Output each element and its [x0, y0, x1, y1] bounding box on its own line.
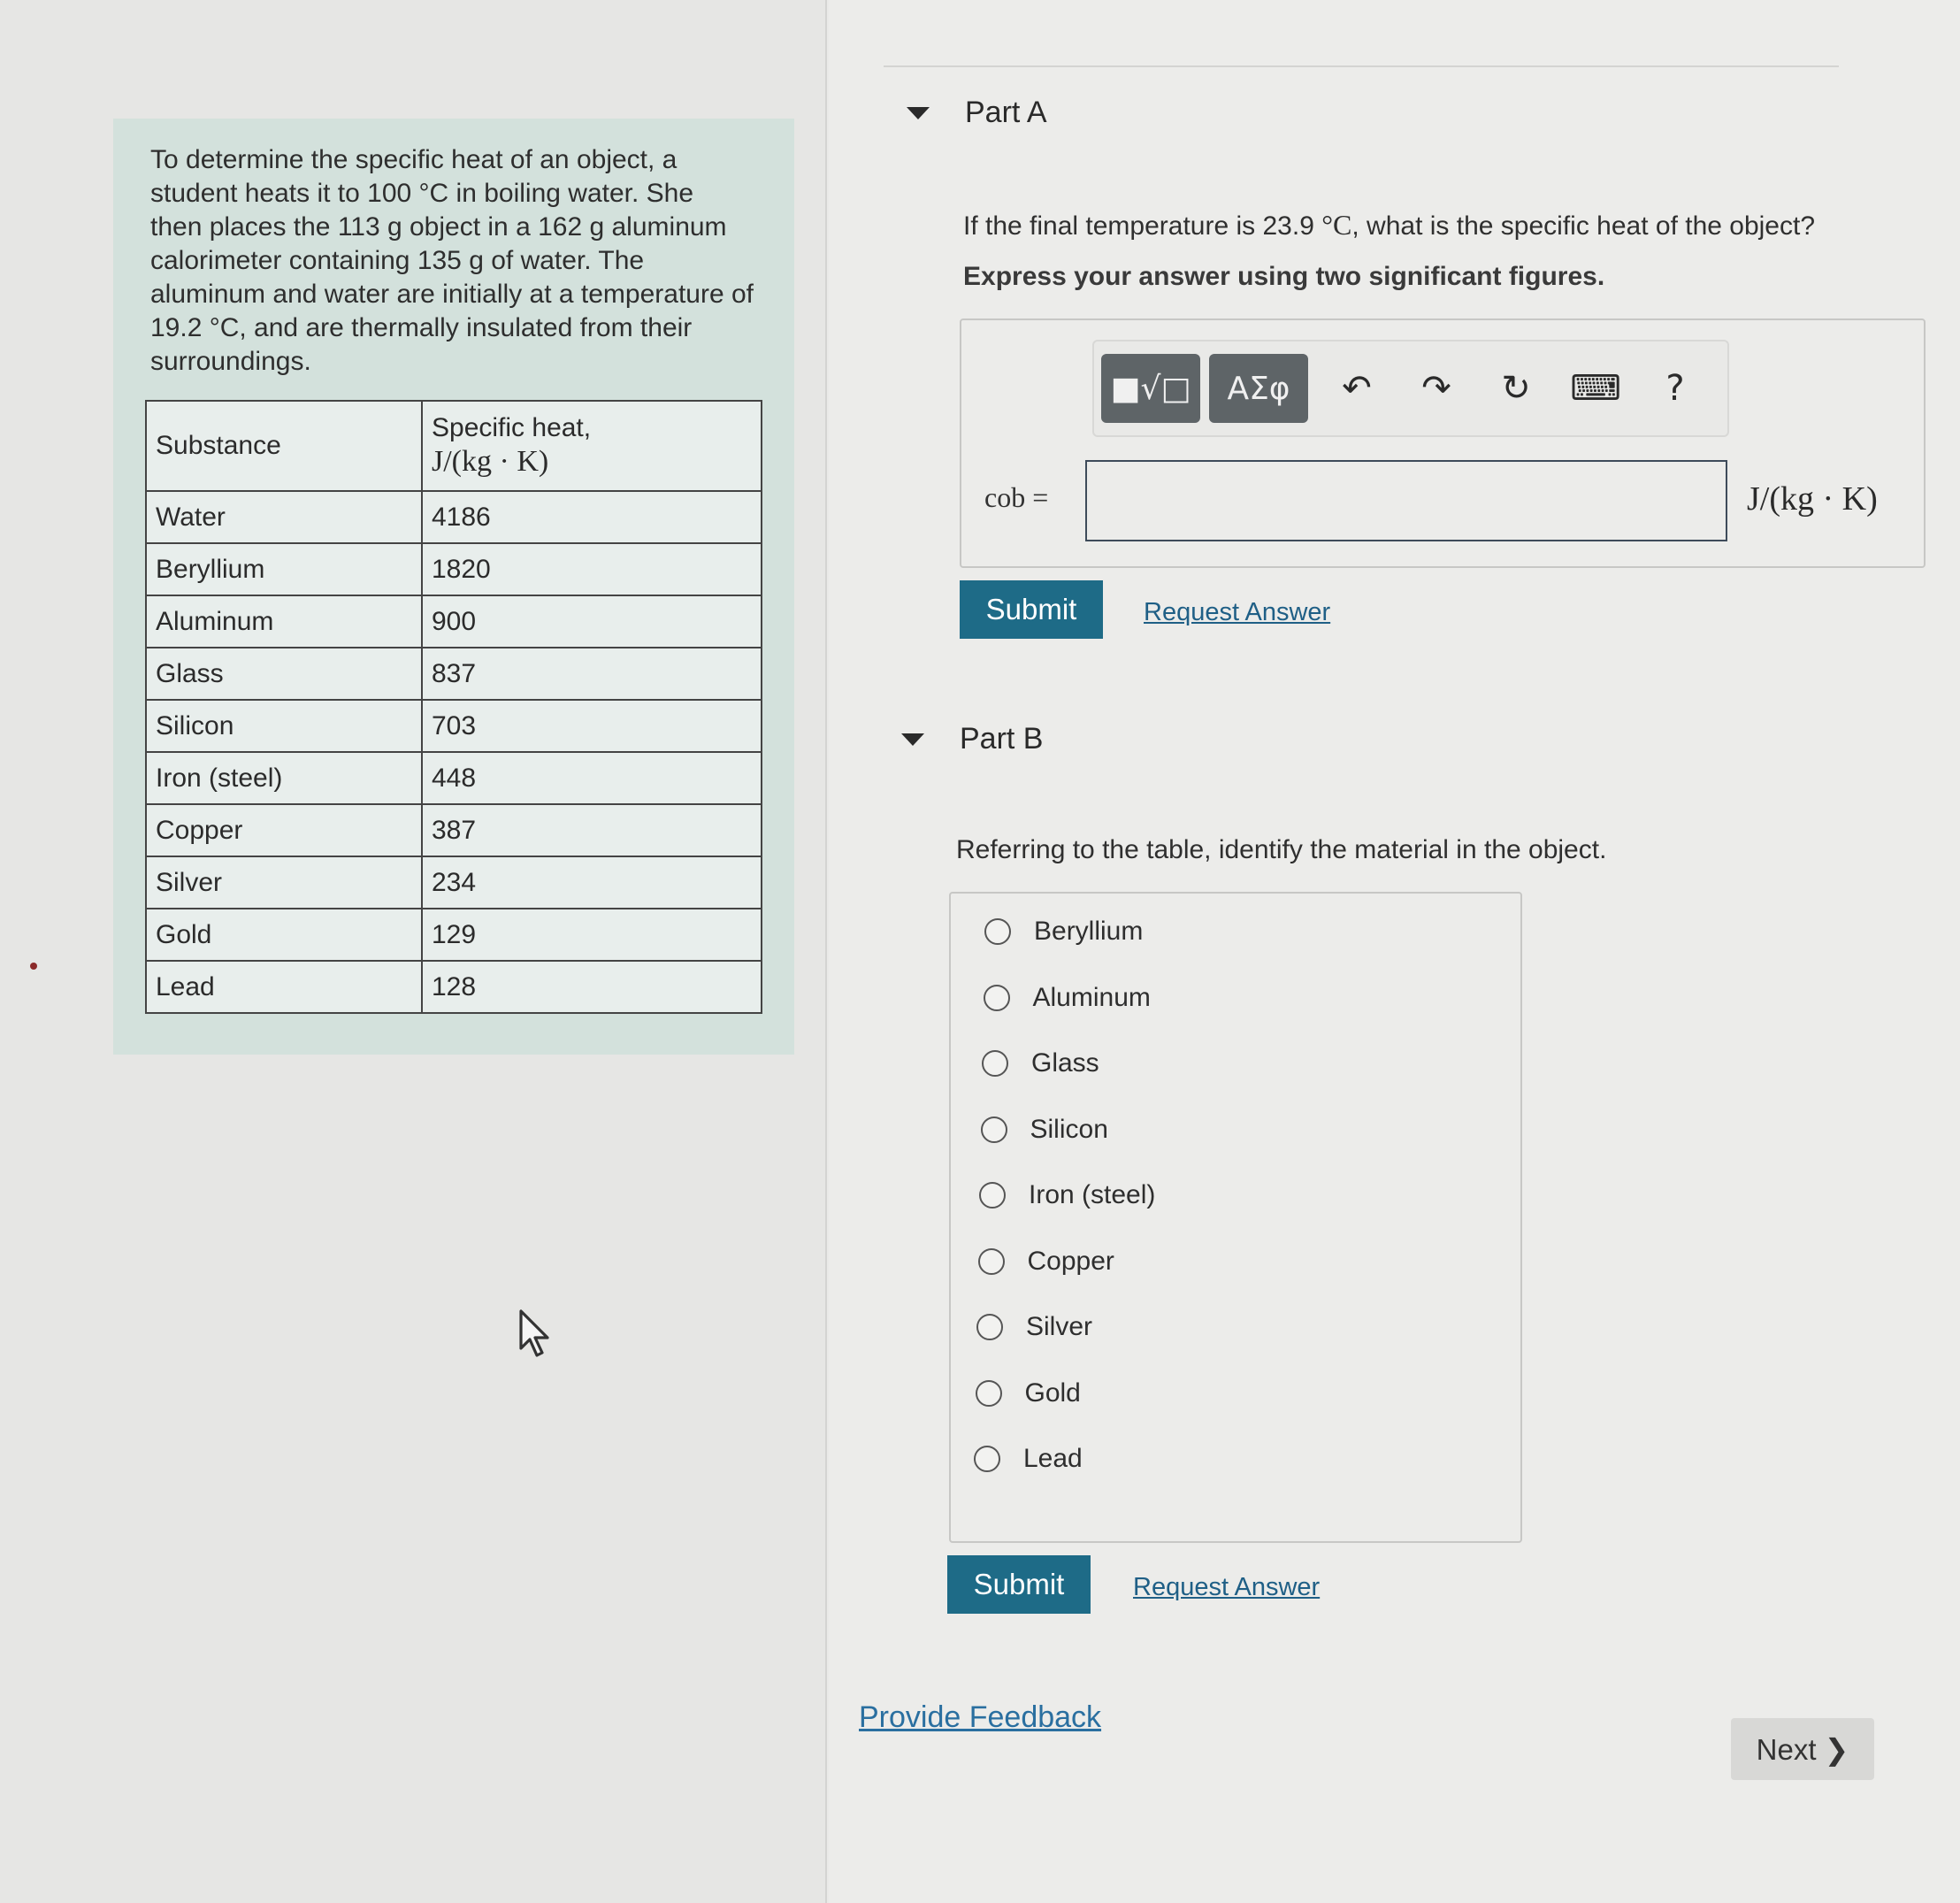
redo-icon[interactable]: ↷: [1421, 368, 1451, 409]
header-specific-heat-label: Specific heat,: [432, 413, 592, 442]
header-specific-heat: [422, 401, 762, 491]
table-row: [146, 752, 762, 804]
answer-unit: J/(kg · K): [1747, 480, 1878, 518]
radio-button[interactable]: [984, 985, 1010, 1011]
answer-input[interactable]: [1085, 460, 1727, 541]
radio-button[interactable]: [978, 1248, 1005, 1275]
option-label: Copper: [1027, 1246, 1114, 1276]
radio-button[interactable]: [979, 1182, 1006, 1209]
option-iron-steel[interactable]: [979, 1180, 1155, 1210]
substance-cell: Beryllium: [146, 543, 422, 595]
table-row: [146, 700, 762, 752]
question-text-post: , what is the specific heat of the object?: [1351, 211, 1816, 241]
table-row: [146, 856, 762, 909]
specific-heat-cell: 448: [422, 752, 762, 804]
option-beryllium[interactable]: [984, 917, 1143, 947]
part-b-submit-button[interactable]: Submit: [947, 1555, 1091, 1614]
specific-heat-cell: 703: [422, 700, 762, 752]
next-button[interactable]: Next ❯: [1731, 1718, 1874, 1780]
option-lead[interactable]: [974, 1444, 1083, 1474]
part-b-request-answer-link[interactable]: Request Answer: [1133, 1573, 1321, 1601]
radio-button[interactable]: [976, 1380, 1002, 1407]
keyboard-icon[interactable]: ⌨: [1570, 368, 1621, 409]
substance-cell: Copper: [146, 804, 422, 856]
specific-heat-cell: 128: [422, 961, 762, 1013]
header-unit: J/(kg · K): [432, 445, 549, 478]
answer-area: [960, 318, 1926, 568]
option-copper[interactable]: [978, 1247, 1114, 1277]
table-row: [146, 909, 762, 961]
part-a-instruction: Express your answer using two significant figures.: [963, 262, 1605, 291]
part-a-title: Part A: [965, 96, 1047, 129]
specific-heat-cell: 387: [422, 804, 762, 856]
undo-icon[interactable]: ↶: [1342, 368, 1372, 409]
problem-line: calorimeter containing 135 g of water. The: [150, 246, 645, 275]
greek-symbols-button[interactable]: ΑΣφ: [1209, 354, 1308, 423]
specific-heat-cell: 4186: [422, 491, 762, 543]
problem-line: then places the 113 g object in a 162 g aluminum: [150, 212, 727, 242]
option-aluminum[interactable]: [984, 983, 1151, 1013]
template-button[interactable]: ■√□: [1101, 354, 1200, 423]
radio-button[interactable]: [982, 1050, 1008, 1077]
substance-cell: Gold: [146, 909, 422, 961]
specific-heat-cell: 1820: [422, 543, 762, 595]
substance-cell: Lead: [146, 961, 422, 1013]
problem-line: aluminum and water are initially at a temperature of: [150, 280, 754, 309]
provide-feedback-link[interactable]: Provide Feedback: [859, 1700, 1102, 1734]
equation-toolbar: [1092, 340, 1729, 437]
help-icon[interactable]: ?: [1665, 368, 1685, 409]
questions-panel: [829, 0, 1960, 1903]
part-a-request-answer-link[interactable]: Request Answer: [1144, 598, 1331, 626]
problem-line: 19.2 °C, and are thermally insulated from their: [150, 313, 693, 342]
option-label: Silicon: [1030, 1114, 1108, 1144]
substance-cell: Silicon: [146, 700, 422, 752]
part-b-header[interactable]: [901, 722, 1043, 756]
table-row: [146, 491, 762, 543]
substance-cell: Silver: [146, 856, 422, 909]
option-label: Silver: [1026, 1312, 1093, 1341]
header-substance: Substance: [146, 401, 422, 491]
substance-cell: Glass: [146, 648, 422, 700]
problem-box: [113, 119, 794, 1055]
option-glass[interactable]: [982, 1048, 1099, 1078]
part-b-title: Part B: [960, 722, 1044, 756]
multiple-choice-box: [949, 892, 1522, 1543]
specific-heat-table: [145, 400, 762, 1014]
option-label: Iron (steel): [1029, 1180, 1156, 1209]
specific-heat-cell: 234: [422, 856, 762, 909]
part-a-submit-button[interactable]: Submit: [960, 580, 1103, 639]
table-row: [146, 961, 762, 1013]
reset-icon[interactable]: ↻: [1501, 368, 1531, 409]
radio-button[interactable]: [976, 1314, 1003, 1340]
option-label: Beryllium: [1034, 917, 1144, 946]
radio-button[interactable]: [981, 1116, 1007, 1143]
problem-line: To determine the specific heat of an object, a: [150, 145, 678, 174]
radio-button[interactable]: [984, 918, 1011, 945]
part-a-header[interactable]: [907, 96, 1047, 130]
option-label: Aluminum: [1032, 982, 1151, 1012]
table-row: [146, 543, 762, 595]
problem-panel: [0, 0, 827, 1903]
question-unit: °C: [1321, 209, 1352, 241]
problem-line: surroundings.: [150, 347, 311, 376]
collapse-caret-icon[interactable]: [907, 107, 930, 119]
option-gold[interactable]: [976, 1378, 1081, 1408]
radio-button[interactable]: [974, 1446, 1000, 1472]
table-row: [146, 804, 762, 856]
part-b-question: Referring to the table, identify the material in the object.: [956, 835, 1607, 864]
margin-dot: [30, 963, 37, 970]
table-header-row: [146, 401, 762, 491]
variable-label: cob =: [984, 481, 1049, 513]
table-row: [146, 595, 762, 648]
substance-cell: Water: [146, 491, 422, 543]
question-text-pre: If the final temperature is 23.9: [963, 211, 1322, 241]
table-row: [146, 648, 762, 700]
collapse-caret-icon[interactable]: [901, 733, 924, 746]
mouse-cursor-icon: [517, 1309, 553, 1359]
problem-statement: [150, 143, 769, 379]
option-label: Gold: [1024, 1377, 1081, 1408]
substance-cell: Aluminum: [146, 595, 422, 648]
option-silver[interactable]: [976, 1312, 1092, 1342]
top-divider: [884, 65, 1839, 67]
specific-heat-cell: 837: [422, 648, 762, 700]
substance-cell: Iron (steel): [146, 752, 422, 804]
option-label: Lead: [1023, 1444, 1083, 1473]
problem-line: student heats it to 100 °C in boiling water. She: [150, 179, 694, 208]
option-label: Glass: [1031, 1048, 1099, 1078]
specific-heat-cell: 900: [422, 595, 762, 648]
specific-heat-cell: 129: [422, 909, 762, 961]
part-a-question: [963, 209, 1815, 242]
option-silicon[interactable]: [981, 1115, 1108, 1145]
